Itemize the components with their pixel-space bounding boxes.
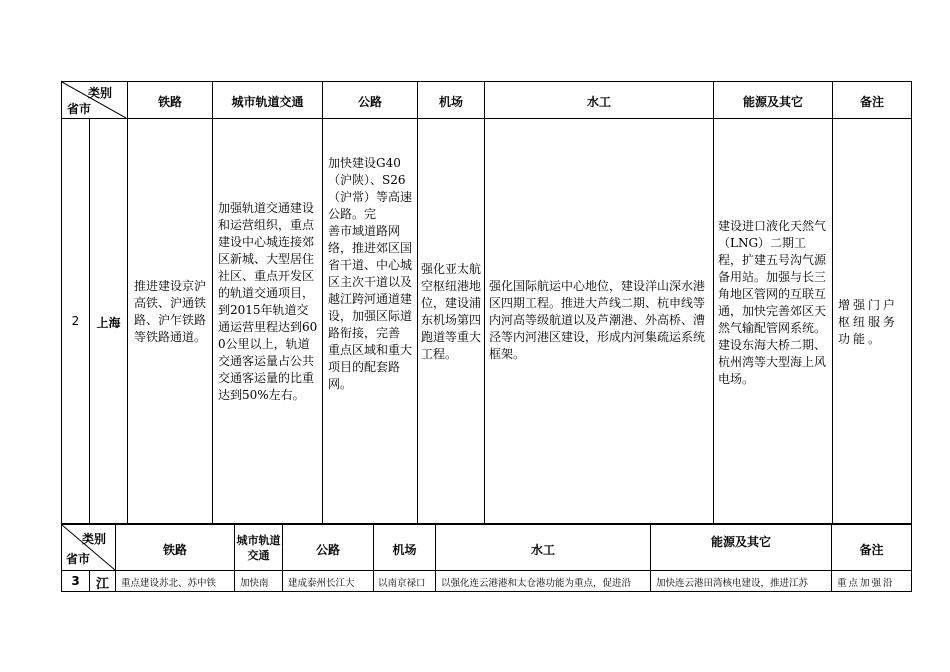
t1-railway-cell: 推进建设京沪高铁、沪通铁路、沪乍铁路等铁路通道。: [134, 279, 207, 344]
t2-col-border: [115, 524, 116, 592]
t2-header-remarks: 备注: [859, 543, 884, 557]
t1-header-energy: 能源及其它: [742, 95, 803, 109]
t1-col-border: [484, 81, 485, 524]
t1-header-highway: 公路: [357, 95, 382, 109]
t2-airport-cell: 以南京禄口: [378, 578, 426, 589]
t2-col-border: [435, 524, 436, 592]
t2-header-airport: 机场: [392, 543, 417, 557]
t1-col-border: [212, 81, 213, 524]
t1-top-border: [61, 81, 912, 82]
t1-header-railway: 铁路: [157, 95, 182, 109]
t1-col-border: [417, 81, 418, 524]
t2-header-railway: 铁路: [162, 543, 187, 557]
t2-col-border: [373, 524, 374, 592]
t2-header-urban-rail: 城市轨道交通: [236, 534, 281, 562]
t2-row-bottom-border: [61, 591, 912, 592]
t2-energy-cell: 加快连云港田湾核电建设，推进江苏: [656, 578, 809, 589]
t2-highway-cell: 建成泰州长江大: [288, 578, 355, 589]
t1-col-border: [911, 81, 912, 524]
t1-remarks-cell: 增强门户枢纽服务功能。: [838, 298, 899, 346]
t2-header-water: 水工: [530, 543, 555, 557]
t1-col-border: [322, 81, 323, 524]
t1-water-cell: 强化国际航运中心地位，建设洋山深水港区四期工程。推进大芦线二期、杭申线等内河高等级航道以及芦潮港、外高桥、漕泾等内河港区建设，形成内河集疏运系统框架。: [489, 279, 706, 361]
t1-col-border: [832, 81, 833, 524]
t2-row-index: 3: [71, 574, 80, 588]
t1-row-province: 上海: [96, 316, 121, 330]
t1-header-bottom-border: [61, 118, 912, 119]
t1-energy-cell: 建设进口液化天然气（LNG）二期工程，扩建五号沟气源备用站。加强与长三角地区管网的互联互通，加快完善郊区天然气输配管网系统。建设东海大桥二期、杭州湾等大型海上风电场。: [718, 219, 827, 386]
t1-col-border: [713, 81, 714, 524]
t2-header-bottom-border: [61, 570, 912, 571]
t1-row-index: 2: [71, 314, 80, 328]
t2-col-border: [911, 524, 912, 592]
t2-header-highway: 公路: [315, 543, 340, 557]
t1-header-water: 水工: [586, 95, 611, 109]
t1-header-remarks: 备注: [859, 95, 884, 109]
t2-corner-province-label: 省市: [66, 552, 91, 566]
t2-urban-rail-cell: 加快南: [240, 578, 269, 589]
t2-top-border: [61, 524, 912, 525]
t2-header-energy: 能源及其它: [710, 535, 771, 549]
t2-remarks-cell: 重点加强沿: [837, 578, 895, 589]
t2-water-cell: 以强化连云港港和太仓港功能为重点，促进沿: [441, 578, 632, 589]
t2-col-border: [831, 524, 832, 592]
t2-row-province: 江: [95, 577, 109, 592]
t2-col-border: [282, 524, 283, 592]
t1-col-border: [127, 81, 128, 524]
t2-railway-cell: 重点建设苏北、苏中铁: [121, 578, 217, 589]
t1-header-airport: 机场: [438, 95, 463, 109]
t1-corner-province-label: 省市: [67, 102, 92, 116]
t1-col-border: [61, 81, 62, 524]
t1-corner-category-label: 类别: [88, 86, 113, 100]
t2-col-border: [234, 524, 235, 592]
t1-highway-cell: 加快建设G40（沪陕）、S26（沪常）等高速公路。完 善市域道路网络，推进郊区国省干道、中心城区主次干道以及越江跨河通道建设，加强区际道路衔接，完善 重点区域和重大项目的配套路网。: [328, 156, 413, 391]
t1-airport-cell: 强化亚太航空枢纽港地位，建设浦东机场第四跑道等重大工程。: [421, 262, 482, 361]
t1-header-urban-rail: 城市轨道交通: [231, 95, 304, 109]
t1-urban-rail-cell: 加强轨道交通建设和运营组织，重点建设中心城连接郊区新城、大型居住社区、重点开发区的轨道交通项目，到2015年轨道交通运营里程达到600公里以上，轨道交通客运量占公共交通客运量的比重达到50%左右。: [218, 201, 318, 402]
t2-corner-category-label: 类别: [82, 532, 107, 546]
